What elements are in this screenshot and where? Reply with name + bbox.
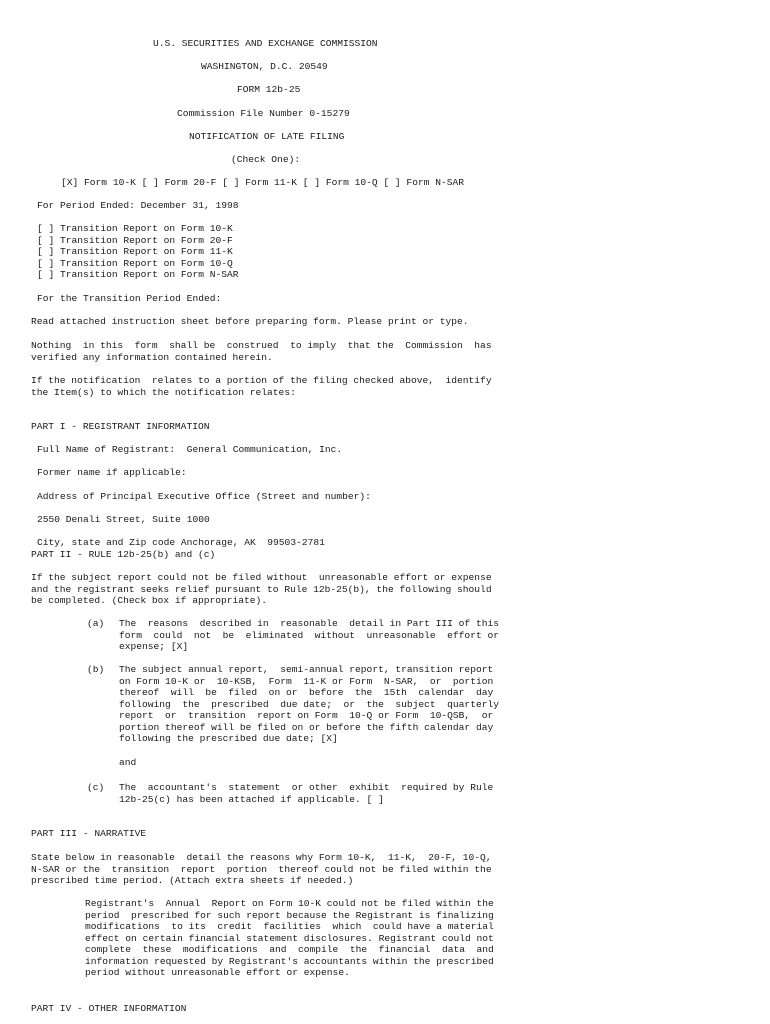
period-ended: For Period Ended: December 31, 1998 [37,200,239,211]
transition-report-nsar: [ ] Transition Report on Form N-SAR [37,269,239,280]
agency-location: WASHINGTON, D.C. 20549 [201,61,328,72]
portion-notice-line: the Item(s) to which the notification relates: [31,386,296,398]
item-b-line: The subject annual report, semi-annual report, transition report [119,664,494,675]
transition-report-11k: [ ] Transition Report on Form 11-K [37,246,233,257]
part2-intro-line: If the subject report could not be filed without unreasonable effort or expense [31,572,492,583]
narrative-line: Registrant's Annual Report on Form 10-K could not be filed within the [85,898,494,909]
former-name: Former name if applicable: [37,467,187,478]
narrative-line: information requested by Registrant's accountants within the prescribed [85,955,494,967]
item-c-line: The accountant's statement or other exhibit required by Rule [119,782,494,793]
form-type-checkboxes: [X] Form 10-K [ ] Form 20-F [ ] Form 11-K [ ] Form 10-Q [ ] Form N-SAR [61,177,465,188]
narrative-line: period without unreasonable effort or expense. [85,967,350,978]
check-one-label: (Check One): [231,154,301,165]
address-label: Address of Principal Executive Office (Street and number): [37,491,371,502]
part2-intro-line: be completed. (Check box if appropriate). [31,595,268,606]
item-b-line: thereof will be filed on or before the 15th calendar day [119,687,494,698]
item-b-line: report or transition report on Form 10-Q or Form 10-QSB, or [119,710,494,721]
narrative-line: effect on certain financial statement disclosures. Registrant could not [85,932,494,944]
narrative-line: complete these modifications and compile the financial data and [85,944,494,955]
item-b-marker: (b) [87,664,105,675]
item-b-line: following the prescribed due date; or the subject quarterly [119,698,499,710]
item-a-line: expense; [X] [119,641,189,652]
disclaimer-line: Nothing in this form shall be construed to imply that the Commission has [31,340,492,351]
transition-report-10k: [ ] Transition Report on Form 10-K [37,223,233,234]
part2-heading: PART II - RULE 12b-25(b) and (c) [31,548,216,560]
item-c-marker: (c) [87,782,105,793]
part3-intro-line: prescribed time period. (Attach extra sheets if needed.) [31,875,354,886]
item-b-line: portion thereof will be filed on or before the fifth calendar day [119,721,494,733]
item-a-marker: (a) [87,618,105,629]
item-c-line: 12b-25(c) has been attached if applicable. [ ] [119,793,384,805]
disclaimer-line: verified any information contained herein. [31,351,273,363]
item-b-line: following the prescribed due date; [X] [119,733,338,744]
transition-report-10q: [ ] Transition Report on Form 10-Q [37,257,233,269]
item-b-line: on Form 10-K or 10-KSB, Form 11-K or Form N-SAR, or portion [119,675,494,687]
transition-report-20f: [ ] Transition Report on Form 20-F [37,234,233,246]
commission-file-number: Commission File Number 0-15279 [177,108,350,119]
city-state-zip: City, state and Zip code Anchorage, AK 99503-2781 [37,537,325,548]
item-a-line: form could not be eliminated without unreasonable effort or [119,629,499,641]
part3-intro-line: State below in reasonable detail the reasons why Form 10-K, 11-K, 20-F, 10-Q, [31,852,492,863]
part1-heading: PART I - REGISTRANT INFORMATION [31,421,210,432]
narrative-line: period prescribed for such report because the Registrant is finalizing [85,909,494,921]
part3-intro-line: N-SAR or the transition report portion thereof could not be filed within the [31,863,492,875]
portion-notice-line: If the notification relates to a portion of the filing checked above, identify [31,375,492,386]
street-address: 2550 Denali Street, Suite 1000 [37,514,210,525]
agency-name: U.S. SECURITIES AND EXCHANGE COMMISSION [153,38,378,49]
narrative-line: modifications to its credit facilities which could have a material [85,921,494,932]
part2-intro-line: and the registrant seeks relief pursuant to Rule 12b-25(b), the following should [31,583,492,595]
registrant-full-name: Full Name of Registrant: General Communication, Inc. [37,444,343,455]
part4-heading: PART IV - OTHER INFORMATION [31,1003,187,1014]
part3-heading: PART III - NARRATIVE [31,828,147,839]
item-a-line: The reasons described in reasonable detail in Part III of this [119,618,499,629]
conjunction-and: and [119,757,137,768]
document-title: NOTIFICATION OF LATE FILING [189,131,345,142]
form-number: FORM 12b-25 [237,84,301,95]
transition-period-ended: For the Transition Period Ended: [37,293,222,304]
instructions: Read attached instruction sheet before preparing form. Please print or type. [31,316,469,327]
